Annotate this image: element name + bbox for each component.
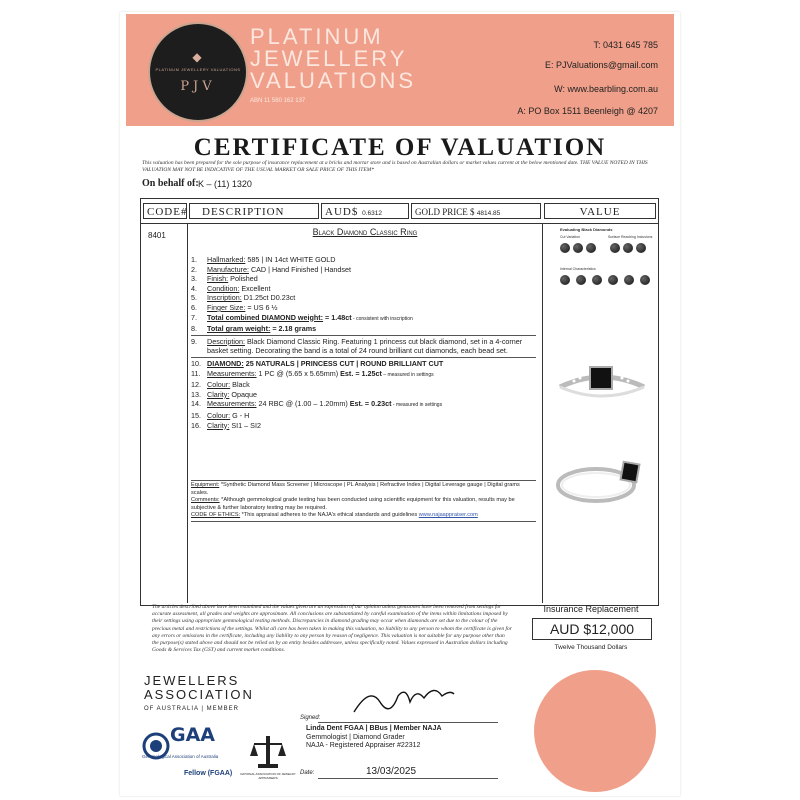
equipment-note — [191, 482, 536, 497]
phone-number: T: 0431 645 785 — [593, 40, 658, 50]
item-row — [191, 293, 536, 303]
insurance-label: Insurance Replacement — [543, 604, 639, 614]
item-row — [191, 284, 536, 294]
item-row-9 — [191, 337, 536, 356]
item-note: - consistent with inscription — [351, 315, 413, 322]
embossed-seal — [534, 670, 656, 792]
eval-surface-header: Surface Reaching Inclusions — [608, 235, 653, 239]
item-row — [191, 265, 536, 275]
item-number: 11. — [191, 368, 201, 378]
item-number: 3. — [191, 274, 197, 284]
black-diamond-icon — [636, 243, 646, 253]
item-value: D1.25ct D0.23ct — [241, 293, 296, 303]
item-note: - measured in settings — [391, 402, 443, 409]
item-list-b — [191, 359, 536, 430]
comments-text: *Although gemmological grade testing has been conducted using scientific equipment for this valuation, results may be subjective & further laboratory testing may be required. — [191, 497, 515, 511]
item-number: 2. — [191, 264, 197, 274]
item-number: 5. — [191, 293, 197, 303]
certificate-title: CERTIFICATE OF VALUATION — [193, 134, 607, 161]
jewellers-association-logo — [144, 674, 254, 702]
legal-disclaimer: The articles described above have been examined and the values given are an expression of our opinion unless gemstones have been removed from settings for accurate assessment, all grades and weights are approximate. All conclusions are substantiated by careful examination of the items within limitations imposed by their settings using appropriate gemmological testing methods. Discrepancies in diamond grading may occur when diamonds are set due to the colour of the precious metal and restrictions of the settings. Whilst all care has been taken in making this valuation, no liability to any person to whom the certificate is given for any errors or omissions in the certificate, including any liability to any person by reason of negligence. This valuation is not suitable for any purpose other than the purpose(s) stated above and should not be relied on by an entity besides addressee, unless specifically noted. Values expressed in Australian dollars including Goods & Services Tax (GST) and current market conditions. — [152, 604, 512, 654]
brand-line-2: JEWELLERY — [250, 46, 408, 71]
item-text — [207, 359, 536, 369]
signature-line — [318, 722, 498, 723]
item-number: 16. — [191, 420, 201, 430]
gaa-subtitle: Gemmological Association of Australia — [142, 754, 219, 759]
item-number: 7. — [191, 312, 197, 322]
item-row — [191, 303, 536, 313]
black-diamond-icon — [610, 243, 620, 253]
date-label: Date: — [300, 770, 315, 776]
value-column — [544, 225, 656, 593]
item-separator — [191, 335, 536, 336]
notes-section — [191, 479, 536, 523]
item-label: Hallmarked: — [207, 255, 246, 264]
logo-pjv-text: PJV — [180, 79, 216, 94]
item-text — [207, 265, 536, 275]
item-text — [207, 399, 536, 411]
ethics-label: CODE OF ETHICS: — [191, 512, 241, 519]
item-label: Clarity: — [207, 389, 230, 399]
item-text — [207, 337, 536, 356]
item-details — [191, 255, 536, 430]
black-diamond-icon — [586, 243, 596, 253]
item-label: Finish: — [207, 274, 229, 284]
item-value: Black — [230, 380, 250, 390]
aud-value: 0.6312 — [362, 210, 382, 217]
header-description: DESCRIPTION — [189, 203, 319, 219]
item-value: Excellent — [239, 283, 271, 293]
item-value: = 2.18 grams — [270, 324, 317, 334]
signer-role: Gemmologist | Diamond Grader — [306, 733, 405, 741]
item-label: Description: — [207, 336, 245, 346]
postal-address: A: PO Box 1511 Beenleigh @ 4207 — [517, 106, 658, 116]
ring-top-view-image — [554, 347, 650, 423]
signer-details — [306, 725, 442, 751]
brand-line-3: VALUATIONS — [250, 68, 417, 93]
website: W: www.bearbling.com.au — [554, 84, 658, 94]
item-label: Total gram weight: — [207, 324, 271, 334]
item-label: DIAMOND: — [207, 358, 244, 368]
naja-subtitle: NATIONAL ASSOCIATION OF JEWELRY APPRAISERS — [240, 772, 296, 780]
item-row — [191, 421, 536, 431]
gold-value: 4814.85 — [476, 210, 501, 217]
pjv-logo — [148, 22, 248, 122]
ja-line-2: ASSOCIATION — [144, 687, 254, 702]
black-diamond-icon — [623, 243, 633, 253]
item-text — [207, 303, 536, 313]
item-number: 14. — [191, 399, 201, 409]
black-diamond-evaluation-chart — [556, 225, 656, 303]
gold-label: GOLD PRICE $ — [415, 207, 475, 217]
ring-side-view-image — [554, 447, 650, 523]
item-list-a — [191, 255, 536, 334]
item-value: Polished — [228, 274, 258, 284]
equipment-label: Equipment: — [191, 482, 220, 488]
eval-internal-header: Internal Characteristics — [560, 267, 596, 271]
item-label: Total combined DIAMOND weight: — [207, 312, 324, 322]
item-row — [191, 411, 536, 421]
behalf-label: On behalf of: — [142, 178, 199, 189]
item-value: = US 6 ½ — [245, 302, 278, 312]
aud-label: AUD$ — [325, 206, 359, 218]
email-address: E: PJValuations@gmail.com — [544, 60, 658, 70]
item-row — [191, 274, 536, 284]
item-text — [207, 274, 536, 284]
item-number: 8. — [191, 324, 197, 334]
item-row — [191, 390, 536, 400]
item-text — [207, 293, 536, 303]
value-column-divider — [542, 223, 543, 603]
item-label: Finger Size: — [207, 302, 246, 312]
comments-label: Comments: — [191, 497, 220, 504]
item-number: 9. — [191, 336, 197, 346]
item-separator — [191, 357, 536, 358]
certificate-page — [120, 12, 680, 796]
item-value: SI1 – SI2 — [229, 420, 261, 430]
item-label: Colour: — [207, 380, 231, 390]
item-number: 15. — [191, 410, 201, 420]
item-value: Opaque — [229, 389, 257, 399]
item-text — [207, 421, 536, 431]
item-value: CAD | Hand Finished | Handset — [248, 264, 351, 274]
item-code: 8401 — [148, 231, 166, 240]
valuation-date: 13/03/2025 — [366, 766, 417, 777]
item-label: Measurements: — [207, 399, 257, 409]
ja-line-1: JEWELLERS — [144, 673, 240, 688]
valuation-table — [140, 198, 659, 606]
header-divider — [141, 223, 658, 224]
item-text — [207, 390, 536, 400]
insurance-amount: AUD $12,000 — [532, 618, 652, 640]
notes-separator — [191, 480, 536, 481]
black-diamond-icon — [573, 243, 583, 253]
header-code: CODE# — [143, 203, 187, 219]
ethics-text: *This appraisal adheres to the NAJA's ethical standards and guidelines — [240, 512, 419, 519]
valuation-disclaimer: This valuation has been prepared for the sole purpose of insurance replacement at a bricks and mortar store and is based on Australian dollars or market values current at the below mentioned date. THE VALUE NOTED IN THIS VALUATION MAY NOT BE INDICATIVE OF THE USUAL MARKET OR SALE PRICE OF THIS ITEM* — [142, 160, 648, 173]
item-value: 24 RBC @ (1.00 – 1.20mm) — [256, 399, 350, 409]
item-text — [207, 411, 536, 421]
gaa-fellow: Fellow (FGAA) — [184, 770, 233, 777]
naja-emblem-icon — [250, 732, 286, 770]
item-label: Colour: — [207, 410, 231, 420]
header-band — [126, 14, 674, 126]
item-row — [191, 359, 536, 369]
abn-number: ABN 11 580 162 137 — [250, 98, 306, 104]
item-text — [207, 255, 536, 265]
header-gold-price — [411, 203, 541, 219]
signer-name: Linda Dent FGAA | BBus | Member NAJA — [306, 725, 442, 732]
item-label: Inscription: — [207, 293, 242, 303]
black-diamond-icon — [624, 275, 634, 285]
item-number: 1. — [191, 255, 197, 264]
item-value: 585 | IN 14ct WHITE GOLD — [245, 255, 336, 264]
diamond-icon: ◆ — [192, 50, 202, 64]
brand-line-1: PLATINUM — [250, 24, 384, 49]
black-diamond-icon — [560, 243, 570, 253]
black-diamond-icon — [592, 275, 602, 285]
item-row — [191, 369, 536, 381]
header-value: VALUE — [544, 203, 656, 219]
signer-registration: NAJA - Registered Appraiser #22312 — [306, 742, 421, 749]
gaa-logo-text: GAA — [170, 724, 216, 746]
ja-member-text: OF AUSTRALIA | MEMBER — [144, 706, 239, 712]
header-aud — [321, 203, 409, 219]
equipment-text: *Synthetic Diamond Mass Screener | Microscope | PL Analysis | Refractive Index | Digital Leverage gauge | Digital grams scales. — [191, 482, 520, 496]
item-row — [191, 324, 536, 334]
item-value: 25 NATURALS | PRINCESS CUT | ROUND BRILLIANT CUT — [243, 358, 444, 368]
item-row — [191, 380, 536, 390]
black-diamond-icon — [608, 275, 618, 285]
signed-label: Signed: — [300, 715, 321, 721]
item-number: 13. — [191, 389, 201, 399]
item-note: – measured in settings — [381, 371, 434, 378]
eval-cut-header: Cut Variation — [560, 235, 580, 239]
brand-name — [250, 26, 416, 92]
insurance-amount-words: Twelve Thousand Dollars — [554, 644, 628, 651]
item-value: = 1.48ct — [323, 312, 352, 322]
item-number: 10. — [191, 358, 201, 368]
item-number: 6. — [191, 302, 197, 312]
handwritten-signature — [350, 682, 460, 718]
black-diamond-icon — [576, 275, 586, 285]
item-number: 4. — [191, 283, 197, 293]
code-column-divider — [187, 223, 188, 603]
black-diamond-icon — [640, 275, 650, 285]
item-row — [191, 399, 536, 411]
logo-small-text: PLATINUM JEWELLERY VALUATIONS — [155, 67, 241, 72]
notes-separator — [191, 521, 536, 522]
ethics-note — [191, 512, 536, 520]
item-value: Black Diamond Classic Ring. Featuring 1 princess cut black diamond, set in a 4-corner basket setting. Decorating the band is a total of 24 round brilliant cut diamonds, each bead set. — [207, 336, 523, 356]
date-line — [318, 778, 498, 779]
item-estimate: Est. = 0.23ct — [349, 399, 392, 409]
item-number: 12. — [191, 380, 201, 390]
item-row — [191, 313, 536, 325]
item-text — [207, 324, 536, 334]
behalf-value: K – (11) 1320 — [198, 179, 252, 189]
item-text — [207, 369, 536, 381]
comments-note — [191, 497, 536, 512]
item-text — [207, 313, 536, 325]
item-title: Black Diamond Classic Ring — [312, 227, 418, 237]
item-label: Clarity: — [207, 420, 230, 430]
item-text — [207, 284, 536, 294]
item-text — [207, 380, 536, 390]
item-label: Manufacture: — [207, 264, 249, 274]
black-diamond-icon — [560, 275, 570, 285]
item-label: Condition: — [207, 283, 240, 293]
eval-chart-title: Evaluating Black Diamonds — [560, 227, 613, 232]
item-label: Measurements: — [207, 368, 257, 378]
item-value: G - H — [230, 410, 250, 420]
item-value: 1 PC @ (5.65 x 5.65mm) — [256, 368, 341, 378]
item-estimate: Est. = 1.25ct — [340, 368, 382, 378]
item-row — [191, 255, 536, 265]
naja-link[interactable]: www.najaappraiser.com — [418, 512, 478, 519]
